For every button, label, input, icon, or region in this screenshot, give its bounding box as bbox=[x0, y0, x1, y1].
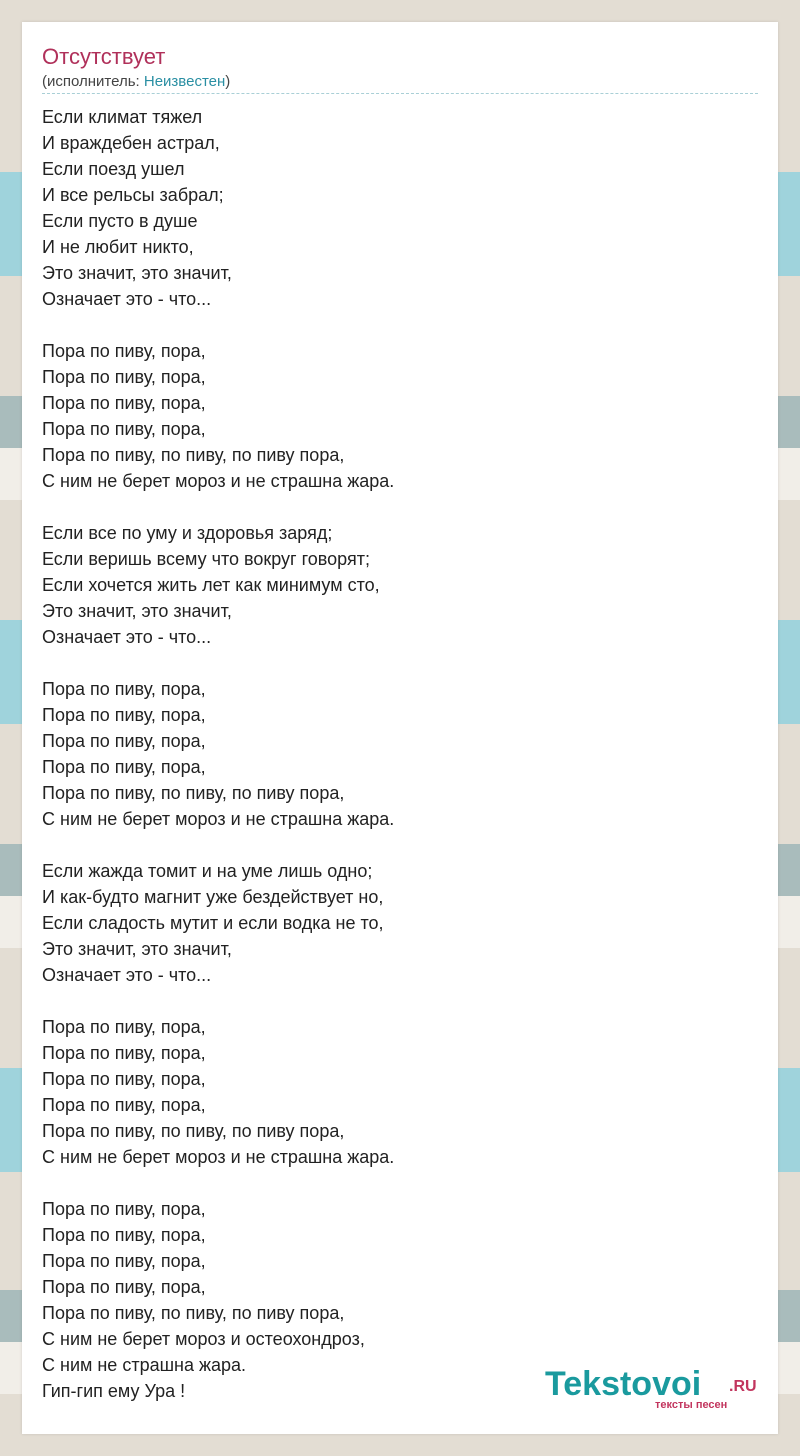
stanza-break bbox=[42, 988, 758, 1014]
artist-prefix: (исполнитель: bbox=[42, 73, 144, 90]
lyric-line: И все рельсы забрал; bbox=[42, 185, 224, 205]
lyric-line: Означает это - что... bbox=[42, 289, 212, 309]
lyric-line: Если все по уму и здоровья заряд; bbox=[42, 523, 333, 543]
lyric-line: Это значит, это значит, bbox=[42, 601, 232, 621]
lyric-line: Пора по пиву, пора, bbox=[42, 1199, 206, 1219]
stanza-break bbox=[42, 494, 758, 520]
artist-suffix: ) bbox=[225, 73, 231, 90]
lyric-line: Пора по пиву, пора, bbox=[42, 1069, 206, 1089]
logo-wordmark: Tekstovoi bbox=[545, 1365, 702, 1403]
lyric-line: Пора по пиву, по пиву, по пиву пора, bbox=[42, 1121, 345, 1141]
lyric-line: Пора по пиву, по пиву, по пиву пора, bbox=[42, 1303, 345, 1323]
lyric-line: Пора по пиву, пора, bbox=[42, 1017, 206, 1037]
lyric-line: С ним не берет мороз и не страшна жара. bbox=[42, 471, 395, 491]
lyric-line: Если веришь всему что вокруг говорят; bbox=[42, 549, 370, 569]
lyric-line: Пора по пиву, пора, bbox=[42, 1225, 206, 1245]
logo-tagline: тексты песен bbox=[655, 1399, 728, 1411]
lyric-line: Если климат тяжел bbox=[42, 107, 203, 127]
lyric-line: Пора по пиву, пора, bbox=[42, 1043, 206, 1063]
lyric-line: Пора по пиву, по пиву, по пиву пора, bbox=[42, 445, 345, 465]
lyric-line: Это значит, это значит, bbox=[42, 263, 232, 283]
lyric-line: И не любит никто, bbox=[42, 237, 194, 257]
lyric-line: И враждебен астрал, bbox=[42, 133, 220, 153]
lyrics-text bbox=[42, 104, 758, 1404]
logo-tld: .RU bbox=[729, 1378, 757, 1395]
lyric-line: Если пусто в душе bbox=[42, 211, 198, 231]
lyric-line: С ним не берет мороз и остеохондроз, bbox=[42, 1329, 365, 1349]
lyrics-card bbox=[22, 22, 778, 1434]
artist-link[interactable]: Неизвестен bbox=[143, 73, 226, 90]
song-title: Отсутствует bbox=[42, 44, 166, 69]
lyric-line: Если сладость мутит и если водка не то, bbox=[42, 913, 384, 933]
lyric-line: Пора по пиву, пора, bbox=[42, 419, 206, 439]
stanza-break bbox=[42, 650, 758, 676]
site-logo[interactable] bbox=[545, 1366, 775, 1410]
stanza-break bbox=[42, 832, 758, 858]
lyric-line: И как-будто магнит уже бездействует но, bbox=[42, 887, 384, 907]
lyric-line: С ним не страшна жара. bbox=[42, 1355, 247, 1375]
stanza-break bbox=[42, 1170, 758, 1196]
lyric-line: Пора по пиву, по пиву, по пиву пора, bbox=[42, 783, 345, 803]
lyric-line: Это значит, это значит, bbox=[42, 939, 232, 959]
lyric-line: Пора по пиву, пора, bbox=[42, 1277, 206, 1297]
lyric-line: Пора по пиву, пора, bbox=[42, 1095, 206, 1115]
lyric-line: Означает это - что... bbox=[42, 965, 212, 985]
lyric-line: Если хочется жить лет как минимум сто, bbox=[42, 575, 380, 595]
stanza-break bbox=[42, 312, 758, 338]
lyric-line: Если жажда томит и на уме лишь одно; bbox=[42, 861, 373, 881]
lyric-line: Если поезд ушел bbox=[42, 159, 185, 179]
lyric-line: Пора по пиву, пора, bbox=[42, 705, 206, 725]
lyric-line: Пора по пиву, пора, bbox=[42, 1251, 206, 1271]
lyric-line: С ним не берет мороз и не страшна жара. bbox=[42, 1147, 395, 1167]
lyric-line: Пора по пиву, пора, bbox=[42, 341, 206, 361]
lyric-line: Пора по пиву, пора, bbox=[42, 731, 206, 751]
header-divider bbox=[42, 93, 758, 94]
lyric-line: Пора по пиву, пора, bbox=[42, 367, 206, 387]
lyric-line: Пора по пиву, пора, bbox=[42, 757, 206, 777]
lyric-line: Пора по пиву, пора, bbox=[42, 393, 206, 413]
artist-line bbox=[42, 73, 230, 91]
lyric-line: Означает это - что... bbox=[42, 627, 212, 647]
lyric-line: Гип-гип ему Ура ! bbox=[42, 1381, 186, 1401]
lyric-line: С ним не берет мороз и не страшна жара. bbox=[42, 809, 395, 829]
lyric-line: Пора по пиву, пора, bbox=[42, 679, 206, 699]
